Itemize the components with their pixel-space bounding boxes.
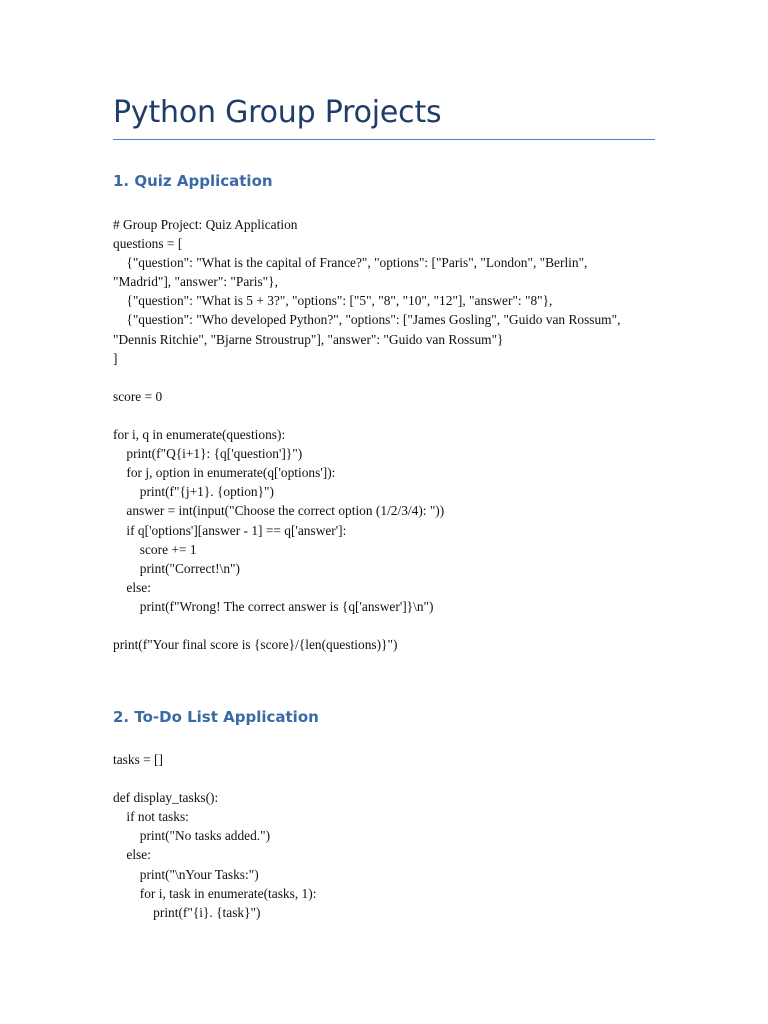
code-line: "Dennis Ritchie", "Bjarne Stroustrup"], "answer": "Guido van Rossum"}	[113, 331, 504, 347]
code-line: print(f"Q{i+1}: {q['question']}")	[113, 446, 303, 462]
code-line: {"question": "What is 5 + 3?", "options": ["5", "8", "10", "12"], "answer": "8"},	[113, 293, 553, 309]
code-line: answer = int(input("Choose the correct option (1/2/3/4): "))	[113, 503, 445, 519]
code-line: for i, q in enumerate(questions):	[113, 427, 286, 443]
code-line: {"question": "What is the capital of France?", "options": ["Paris", "London", "Berlin",	[113, 255, 588, 271]
code-line: if not tasks:	[113, 809, 189, 825]
code-line: print(f"{j+1}. {option}")	[113, 484, 274, 500]
code-line: {"question": "Who developed Python?", "options": ["James Gosling", "Guido van Rossum",	[113, 312, 621, 328]
code-block-todo	[113, 750, 673, 922]
code-line: def display_tasks():	[113, 790, 219, 806]
code-block-quiz	[113, 215, 673, 654]
code-line: ]	[113, 350, 118, 366]
code-line: # Group Project: Quiz Application	[113, 217, 298, 232]
code-line: score = 0	[113, 388, 163, 404]
code-line	[113, 616, 673, 635]
code-line: print(f"Your final score is {score}/{len(questions)}")	[113, 637, 398, 653]
code-line	[113, 406, 673, 425]
code-line	[113, 769, 673, 788]
section-heading-todo: 2. To-Do List Application	[113, 708, 319, 726]
code-line: print(f"Wrong! The correct answer is {q['answer']}\n")	[113, 598, 434, 614]
code-line: for i, task in enumerate(tasks, 1):	[113, 885, 317, 901]
code-line: else:	[113, 579, 151, 595]
code-line: print("No tasks added.")	[113, 828, 271, 844]
code-line: print("\nYour Tasks:")	[113, 866, 259, 882]
code-line: score += 1	[113, 541, 197, 557]
document-title: Python Group Projects	[113, 95, 442, 130]
code-line: print(f"{i}. {task}")	[113, 904, 261, 920]
code-line: if q['options'][answer - 1] == q['answer']:	[113, 522, 347, 538]
code-line: questions = [	[113, 236, 183, 252]
code-line	[113, 368, 673, 387]
code-line: print("Correct!\n")	[113, 560, 240, 576]
title-underline	[113, 139, 655, 140]
code-line: "Madrid"], "answer": "Paris"},	[113, 274, 278, 290]
code-line: for j, option in enumerate(q['options']):	[113, 465, 336, 481]
section-heading-quiz: 1. Quiz Application	[113, 172, 273, 190]
code-line: else:	[113, 847, 151, 863]
code-line: tasks = []	[113, 752, 163, 767]
